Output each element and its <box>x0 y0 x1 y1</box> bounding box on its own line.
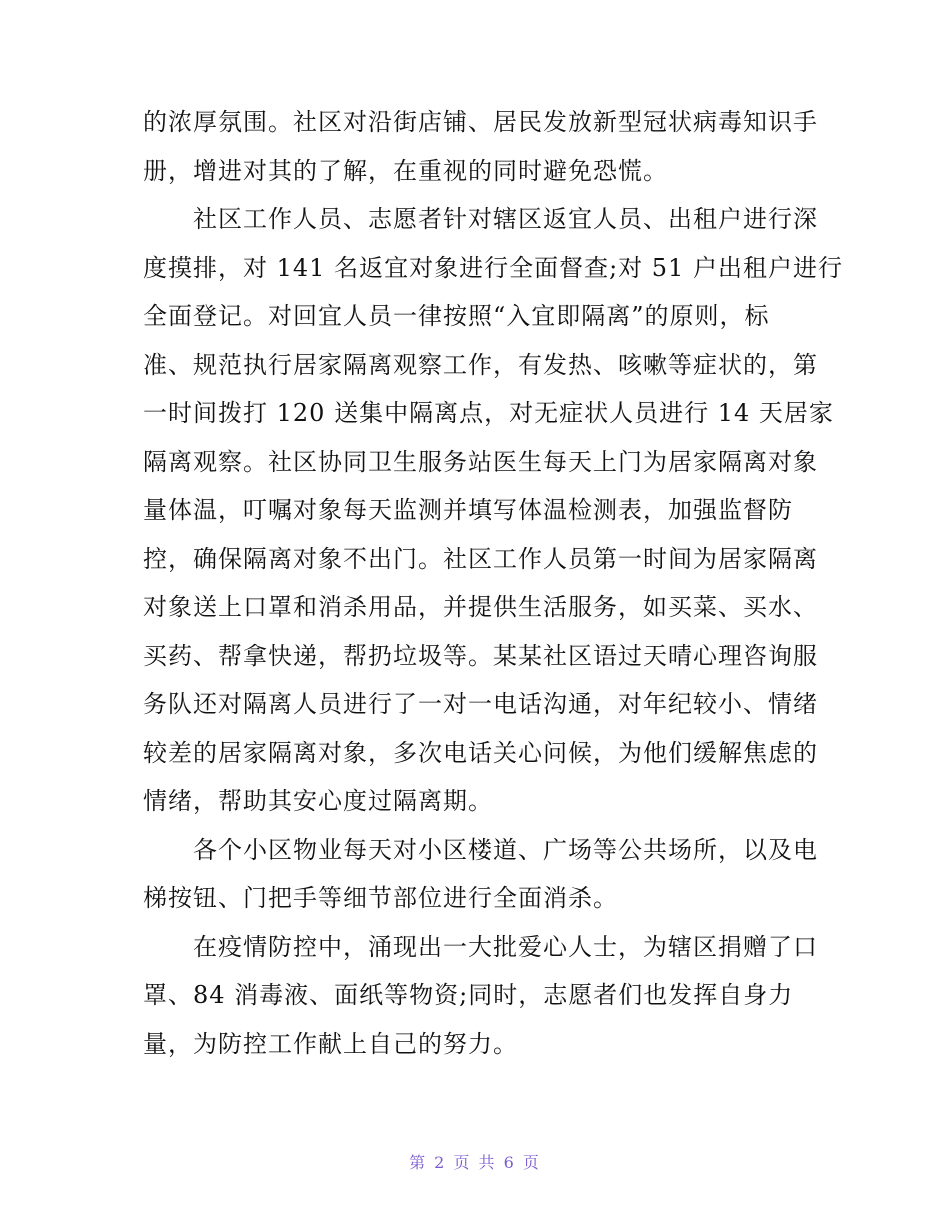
text-line: 一时间拨打 120 送集中隔离点，对无症状人员进行 14 天居家 <box>143 399 834 427</box>
text-line: 各个小区物业每天对小区楼道、广场等公共场所，以及电 <box>143 835 818 864</box>
text-line: 社区工作人员、志愿者针对辖区返宜人员、出租户进行深 <box>143 205 818 233</box>
text-line: 在疫情防控中，涌现出一大批爱心人士，为辖区捐赠了口 <box>143 932 818 961</box>
text-line: 对象送上口罩和消杀用品，并提供生活服务，如买菜、买水、 <box>143 593 818 621</box>
text-line: 度摸排，对 141 名返宜对象进行全面督查;对 51 户出租户进行 <box>143 253 843 282</box>
text-line: 册，增进对其的了解，在重视的同时避免恐慌。 <box>143 156 668 185</box>
text-line: 情绪，帮助其安心度过隔离期。 <box>143 787 493 815</box>
document-body <box>143 98 843 1068</box>
text-line: 量，为防控工作献上自己的努力。 <box>143 1029 518 1058</box>
text-line: 准、规范执行居家隔离观察工作，有发热、咳嗽等症状的，第 <box>143 350 818 379</box>
text-line: 量体温，叮嘱对象每天监测并填写体温检测表，加强监督防 <box>143 496 793 524</box>
text-line: 隔离观察。社区协同卫生服务站医生每天上门为居家隔离对象 <box>143 447 818 476</box>
text-line: 罩、84 消毒液、面纸等物资;同时，志愿者们也发挥自身力 <box>143 981 794 1009</box>
text-line: 较差的居家隔离对象，多次电话关心问候，为他们缓解焦虑的 <box>143 738 818 767</box>
text-line: 买药、帮拿快递，帮扔垃圾等。某某社区语过天晴心理咨询服 <box>143 641 818 670</box>
text-line: 务队还对隔离人员进行了一对一电话沟通，对年纪较小、情绪 <box>143 690 818 718</box>
text-line: 的浓厚氛围。社区对沿街店铺、居民发放新型冠状病毒知识手 <box>143 108 818 136</box>
text-line: 梯按钮、门把手等细节部位进行全面消杀。 <box>143 884 618 912</box>
text-line: 全面登记。对回宜人员一律按照“入宜即隔离”的原则，标 <box>143 302 770 330</box>
text-line: 控，确保隔离对象不出门。社区工作人员第一时间为居家隔离 <box>143 544 818 573</box>
page-indicator: 第 2 页 共 6 页 <box>409 1153 541 1172</box>
